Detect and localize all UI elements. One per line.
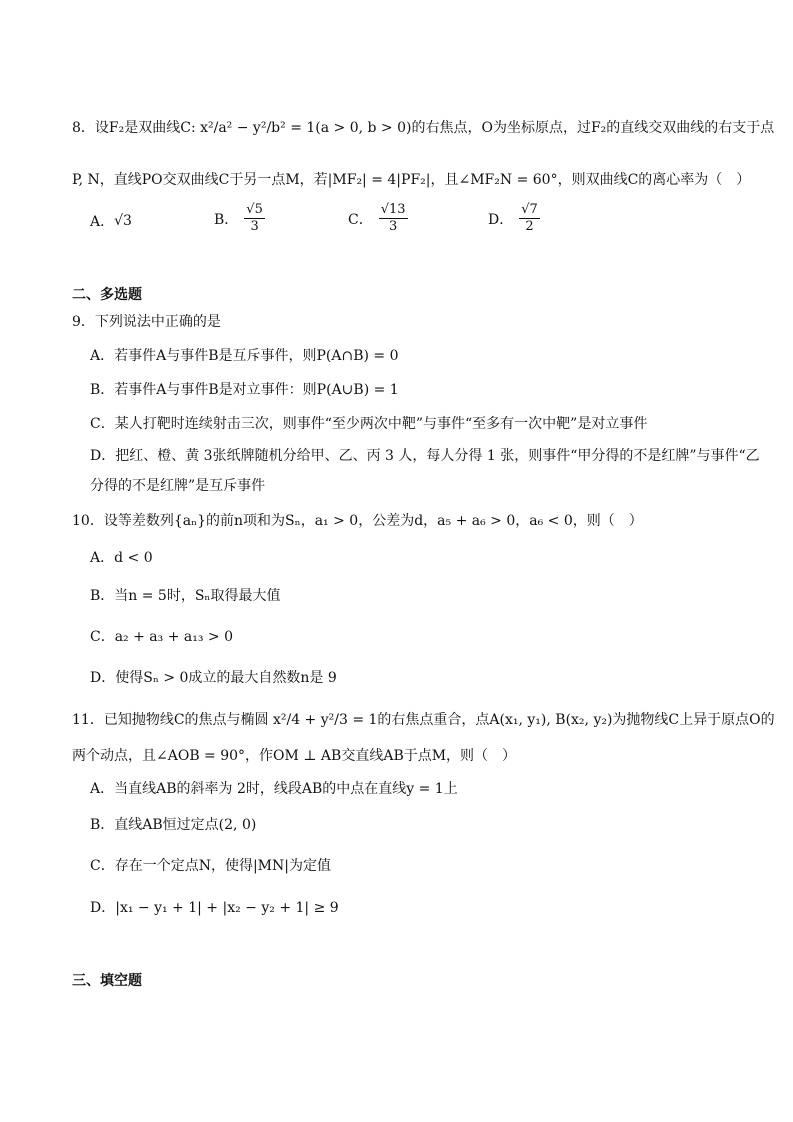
q11-option-a: A．当直线AB的斜率为 2时，线段AB的中点在直线y = 1上 [90,781,458,797]
denominator: 3 [388,219,398,234]
q10-option-c: C．a₂ + a₃ + a₁₃ > 0 [90,629,234,645]
q11-option-b: B．直线AB恒过定点(2, 0) [90,817,257,833]
q9-option-c: C．某人打靶时连续射击三次，则事件“至少两次中靶”与事件“至多有一次中靶”是对立事件 [90,416,648,432]
option-label: B． [214,211,239,228]
q8-option-b [214,202,265,235]
q9-stem: 9．下列说法中正确的是 [72,314,221,330]
q9-option-b: B．若事件A与事件B是对立事件：则P(A∪B) = 1 [90,382,399,398]
q8-option-c [348,202,408,235]
q11-option-d: D．|x₁ − y₁ + 1| + |x₂ − y₂ + 1| ≥ 9 [90,900,339,916]
fraction [519,202,540,235]
section-heading-fill-in: 三、填空题 [72,973,142,989]
q8-option-a [90,211,132,231]
q8-options [90,202,650,242]
q11-stem-line-1: 11．已知抛物线C的焦点与椭圆 x²/4 + y²/3 = 1的右焦点重合，点A(x₁, y₁), B(x₂, y₂)为抛物线C上异于原点O的 [72,712,775,728]
q11-stem-line-2: 两个动点，且∠AOB = 90°，作OM ⊥ AB交直线AB于点M，则（ ） [72,748,517,764]
q10-option-b: B．当n = 5时，Sₙ取得最大值 [90,588,281,604]
q10-stem: 10．设等差数列{aₙ}的前n项和为Sₙ，a₁ > 0，公差为d，a₅ + a₆ > 0，a₆ < 0，则（ ） [72,513,643,529]
denominator: 3 [250,219,259,234]
q10-option-a: A．d < 0 [90,550,153,566]
option-label: D． [488,211,514,228]
fraction [244,202,265,235]
q9-option-d-line-1: D．把红、橙、黄 3张纸牌随机分给甲、乙、丙 3 人，每人分得 1 张，则事件“甲分得的不是红牌”与事件“乙 [90,448,760,464]
denominator: 2 [525,219,534,234]
q8-line-1: 8．设F₂是双曲线C: x²/a² − y²/b² = 1(a > 0, b > 0)的右焦点，O为坐标原点，过F₂的直线交双曲线的右支于点 [72,120,775,136]
q9-option-a: A．若事件A与事件B是互斥事件，则P(A∩B) = 0 [90,348,399,364]
option-label: A． [90,214,115,230]
section-heading-multiple-choice: 二、多选题 [72,287,142,303]
q8-line-2: P, N，直线PO交双曲线C于另一点M，若|MF₂| = 4|PF₂|，且∠MF₂N = 60°，则双曲线C的离心率为（ ） [72,172,751,188]
numerator: √7 [521,202,538,217]
numerator: √5 [246,202,263,217]
numerator: √13 [380,202,406,217]
q10-option-d: D．使得Sₙ > 0成立的最大自然数n是 9 [90,670,337,686]
q9-option-d-line-2: 分得的不是红牌”是互斥事件 [90,478,266,494]
option-value: √3 [114,213,132,229]
fraction [379,202,408,235]
option-label: C． [348,211,373,228]
q11-option-c: C．存在一个定点N，使得|MN|为定值 [90,858,331,874]
q8-option-d [488,202,540,235]
